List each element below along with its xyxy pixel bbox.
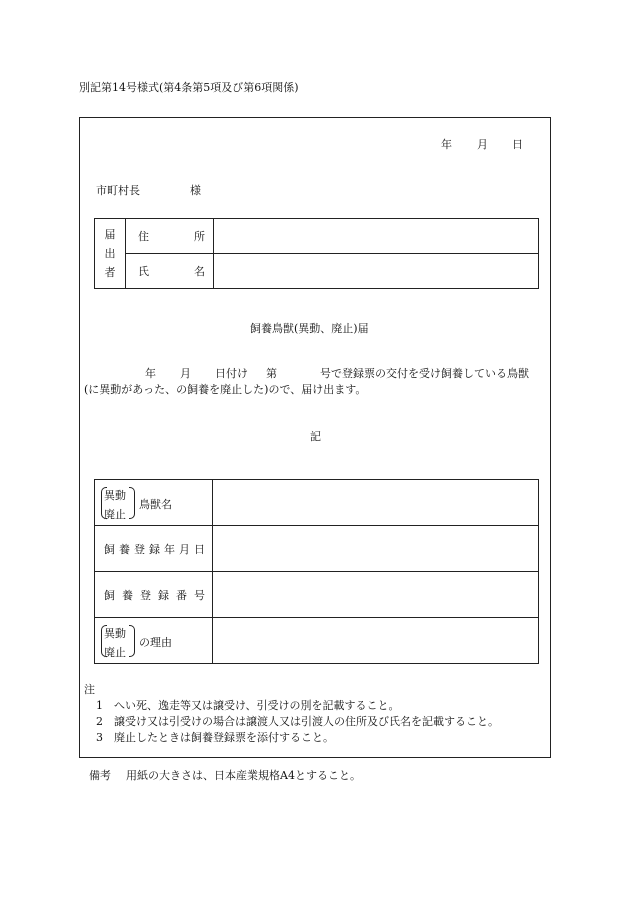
bird-name-label: 異動 廃止 鳥獣名 <box>95 480 213 526</box>
bracket: 異動 廃止 <box>101 485 135 521</box>
note-1-text: へい死、逸走等又は譲受け、引受けの別を記載すること。 <box>114 699 400 712</box>
addressee-name: 市町村長 <box>96 184 140 197</box>
addressee-suffix: 様 <box>190 184 201 197</box>
bracket: 異動 廃止 <box>101 623 135 659</box>
date-day: 日 <box>512 138 523 151</box>
body-month: 月 <box>180 367 191 380</box>
applicant-header: 届 出 者 <box>95 219 126 289</box>
applicant-table <box>94 218 539 289</box>
reg-number-field[interactable] <box>213 572 539 618</box>
notes-heading: 注 <box>84 683 95 696</box>
reg-date-label: 飼 養 登 録 年 月 日 <box>95 526 213 572</box>
remark-label: 備考 <box>89 769 111 782</box>
name-field[interactable] <box>214 254 539 289</box>
note-1-num: 1 <box>96 699 103 712</box>
body-line1-rest: 号で登録票の交付を受け飼養している鳥獣 <box>320 367 529 380</box>
name-label: 氏 名 <box>126 254 214 289</box>
form-title: 飼養鳥獣(異動、廃止)届 <box>250 322 369 335</box>
ki-heading: 記 <box>310 430 321 443</box>
address-label: 住 所 <box>126 219 214 254</box>
date-year: 年 <box>441 138 452 151</box>
note-2-text: 譲受け又は引受けの場合は譲渡人又は引渡人の住所及び氏名を記載すること。 <box>114 715 499 728</box>
body-dated: 日付け <box>215 367 248 380</box>
reason-label: 異動 廃止 の理由 <box>95 618 213 664</box>
reg-number-label: 飼 養 登 録 番 号 <box>95 572 213 618</box>
bird-name-field[interactable] <box>213 480 539 526</box>
note-3-num: 3 <box>96 731 103 744</box>
note-3-text: 廃止したときは飼養登録票を添付すること。 <box>114 731 334 744</box>
remark-text: 用紙の大きさは、日本産業規格A4とすること。 <box>126 769 361 782</box>
details-table <box>94 479 539 664</box>
body-number-prefix: 第 <box>266 367 277 380</box>
body-line2: (に異動があった、の飼養を廃止した)ので、届け出ます。 <box>84 383 367 396</box>
form-id: 別記第14号様式(第4条第5項及び第6項関係) <box>79 81 299 94</box>
note-2-num: 2 <box>96 715 103 728</box>
reason-field[interactable] <box>213 618 539 664</box>
date-month: 月 <box>477 138 488 151</box>
address-field[interactable] <box>214 219 539 254</box>
reg-date-field[interactable] <box>213 526 539 572</box>
body-year: 年 <box>145 367 156 380</box>
